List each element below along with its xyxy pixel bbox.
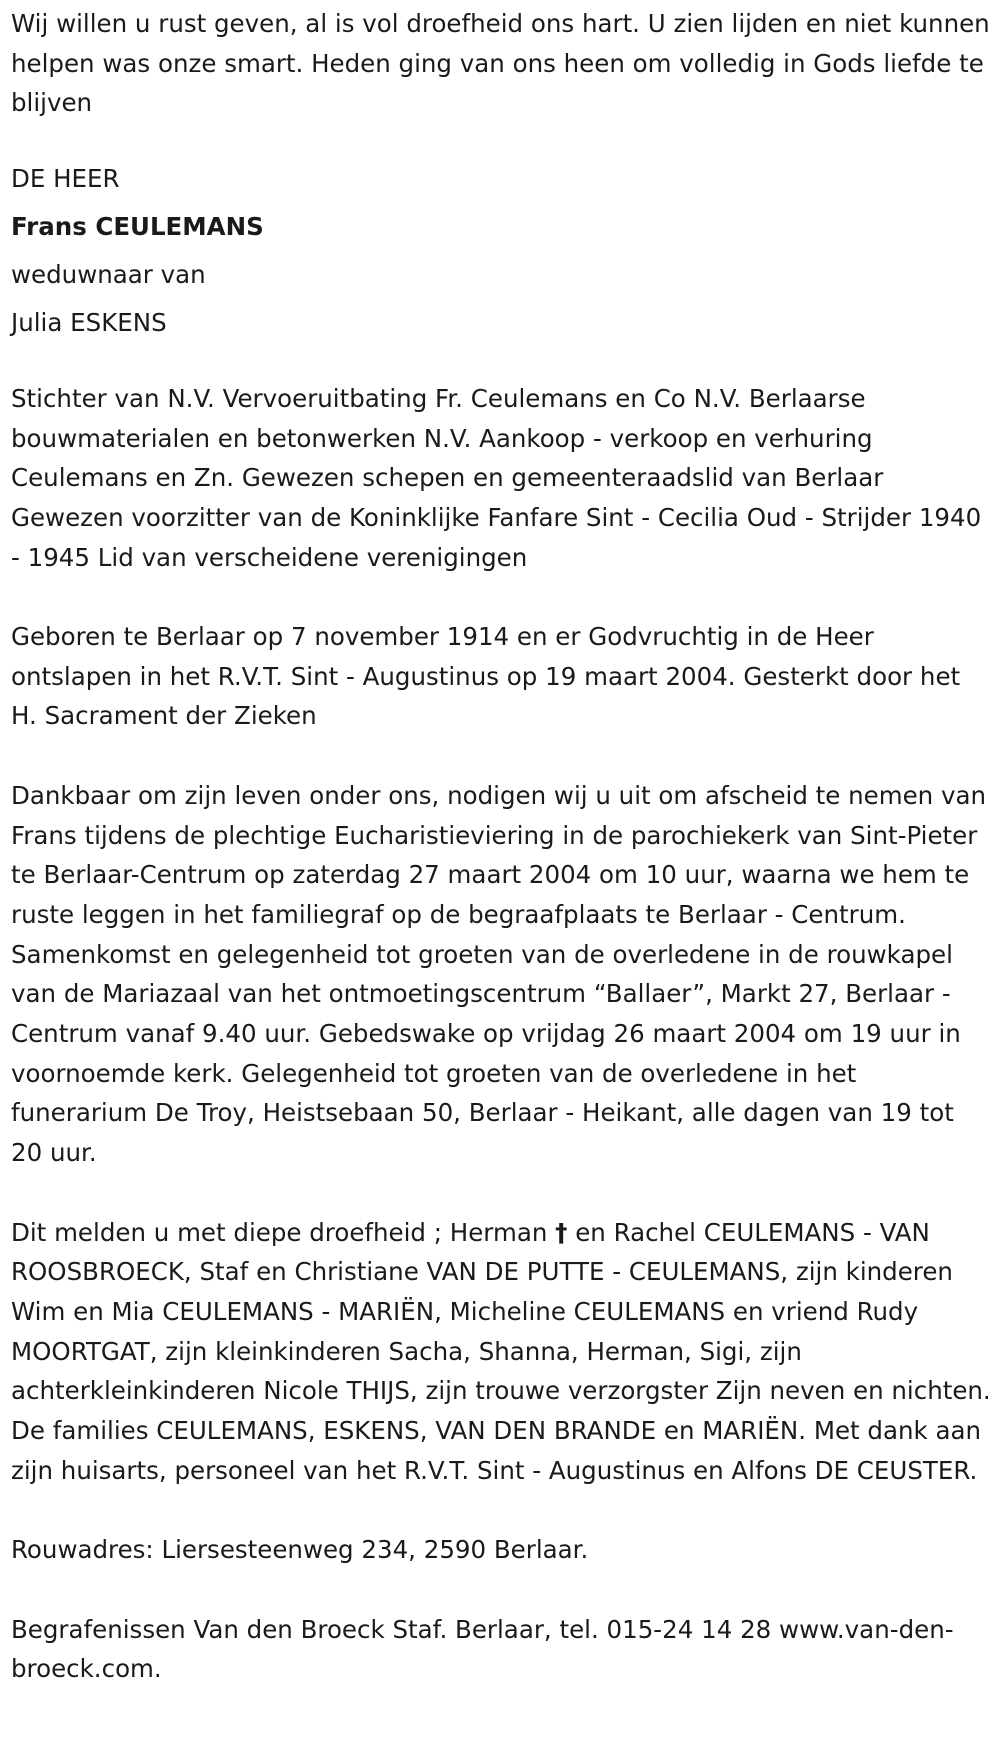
biography-paragraph: Stichter van N.V. Vervoeruitbating Fr. Ceulemans en Co N.V. Berlaarse bouwmaterialen en betonwerken N.V. Aankoop - verkoop en verhuring Ceulemans en Zn. Gewezen schepen en gemeenteraadslid van Berlaar Gewezen voorzitter van de Koninklijke Fanfare Sint - Cecilia Oud - Strijder 1940 - 1945 Lid van verscheidene verenigingen bbox=[11, 383, 982, 572]
announcement-text-start: Dit melden u met diepe droefheid ; Herman bbox=[11, 1217, 556, 1247]
cross-icon: † bbox=[555, 1217, 568, 1247]
mourning-address: Rouwadres: Liersesteenweg 234, 2590 Berlaar. bbox=[11, 1535, 589, 1565]
deceased-block bbox=[11, 155, 991, 347]
spacer bbox=[11, 736, 991, 776]
opening-verse: Wij willen u rust geven, al is vol droefheid ons hart. U zien lijden en niet kunnen helpen was onze smart. Heden ging van ons heen om volledig in Gods liefde te blijven bbox=[11, 9, 990, 118]
announcement-text-rest: en Rachel CEULEMANS - VAN ROOSBROECK, Staf en Christiane VAN DE PUTTE - CEULEMANS, zijn kinderen Wim en Mia CEULEMANS - MARIËN, Micheline CEULEMANS en vriend Rudy MOORTGAT, zijn kleinkinderen Sacha, Shanna, Herman, Sigi, zijn achterkleinkinderen Nicole THIJS, zijn trouwe verzorgster Zijn neven en nichten. De families CEULEMANS, ESKENS, VAN DEN BRANDE en MARIËN. Met dank aan zijn huisarts, personeel van het R.V.T. Sint - Augustinus en Alfons DE CEUSTER. bbox=[11, 1217, 991, 1485]
spacer bbox=[11, 577, 991, 617]
honorific-title: DE HEER bbox=[11, 163, 120, 193]
birth-death-paragraph: Geboren te Berlaar op 7 november 1914 en er Godvruchtig in de Heer ontslapen in het R.V.T. Sint - Augustinus op 19 maart 2004. Gesterkt door het H. Sacrament der Zieken bbox=[11, 622, 961, 731]
spouse-name: Julia ESKENS bbox=[11, 307, 167, 337]
announcement-paragraph bbox=[11, 1213, 991, 1491]
spacer bbox=[11, 347, 991, 379]
obituary-document bbox=[11, 4, 991, 1689]
spacer bbox=[11, 1173, 991, 1213]
deceased-name: Frans CEULEMANS bbox=[11, 211, 264, 241]
spacer bbox=[11, 1570, 991, 1610]
spacer bbox=[11, 1490, 991, 1530]
funeral-home-info: Begrafenissen Van den Broeck Staf. Berlaar, tel. 015-24 14 28 www.van-den-broeck.com. bbox=[11, 1614, 954, 1684]
relation-label: weduwnaar van bbox=[11, 259, 206, 289]
ceremony-paragraph: Dankbaar om zijn leven onder ons, nodigen wij u uit om afscheid te nemen van Frans tijdens de plechtige Eucharistieviering in de parochiekerk van Sint-Pieter te Berlaar-Centrum op zaterdag 27 maart 2004 om 10 uur, waarna we hem te ruste leggen in het familiegraf op de begraafplaats te Berlaar - Centrum. Samenkomst en gelegenheid tot groeten van de overledene in de rouwkapel van de Mariazaal van het ontmoetingscentrum “Ballaer”, Markt 27, Berlaar - Centrum vanaf 9.40 uur. Gebedswake op vrijdag 26 maart 2004 om 19 uur in voornoemde kerk. Gelegenheid tot groeten van de overledene in het funerarium De Troy, Heistsebaan 50, Berlaar - Heikant, alle dagen van 19 tot 20 uur. bbox=[11, 780, 987, 1168]
